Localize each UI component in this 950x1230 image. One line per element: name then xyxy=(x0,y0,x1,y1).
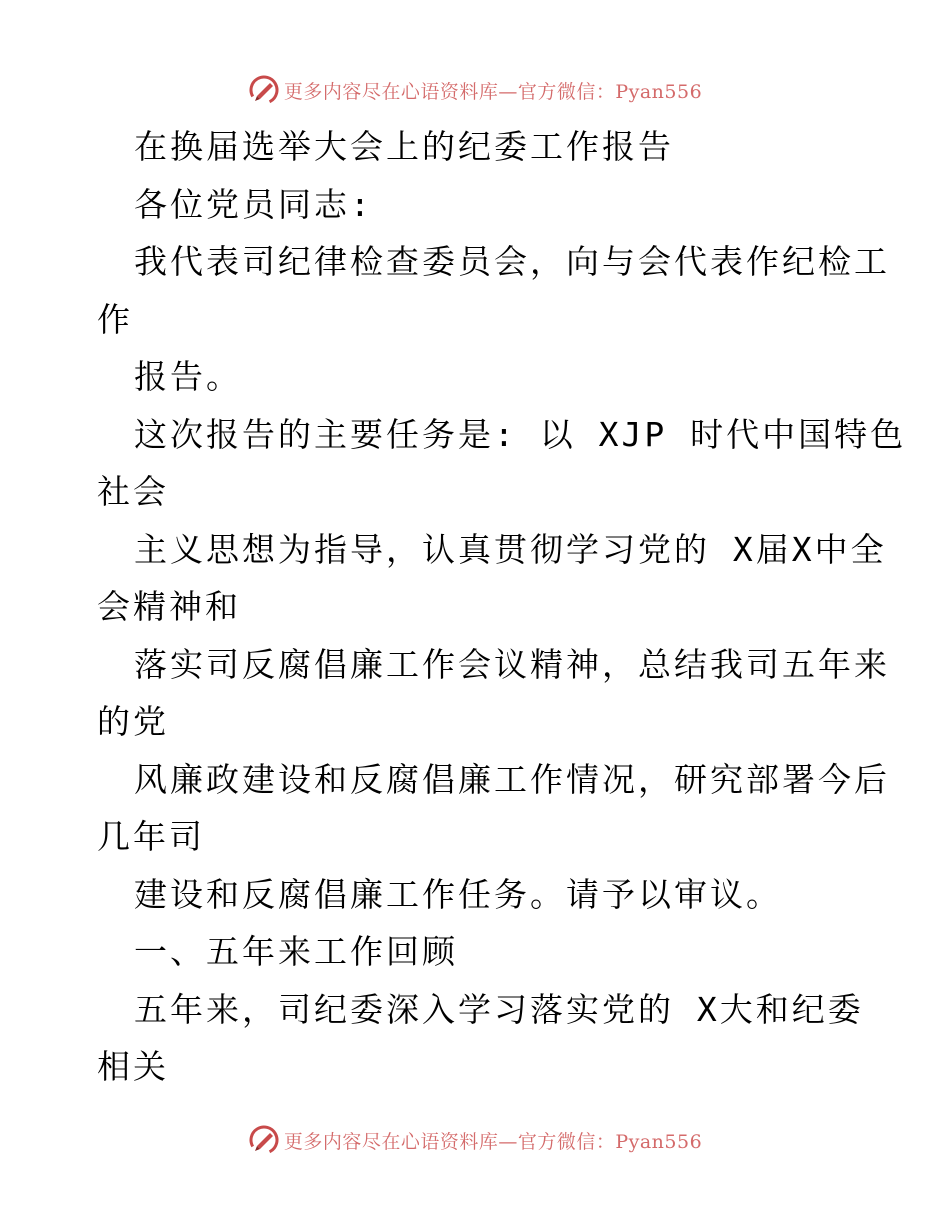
header-watermark-banner xyxy=(0,70,950,110)
document-line: 我代表司纪律检查委员会，向与会代表作纪检工 xyxy=(134,242,890,281)
document-line: 建设和反腐倡廉工作任务。请予以审议。 xyxy=(134,874,782,914)
document-line: 报告。 xyxy=(134,357,242,396)
document-line: 主义思想为指导，认真贯彻学习党的 X届X中全 xyxy=(134,529,887,569)
document-line: 几年司 xyxy=(97,817,205,856)
footer-watermark-text: 更多内容尽在心语资料库—官方微信：Pyan556 xyxy=(283,1130,703,1153)
document-body xyxy=(0,118,950,1096)
document-line: 会精神和 xyxy=(97,587,241,626)
document-line: 作 xyxy=(97,299,133,339)
document-line: 的党 xyxy=(97,702,169,741)
footer-watermark-banner xyxy=(0,1120,950,1160)
document-line: 在换届选举大会上的纪委工作报告 xyxy=(134,127,674,166)
document-line: 风廉政建设和反腐倡廉工作情况，研究部署今后 xyxy=(134,759,890,799)
document-line: 一、五年来工作回顾 xyxy=(134,932,458,971)
document-line: 相关 xyxy=(97,1047,169,1086)
document-line: 落实司反腐倡廉工作会议精神，总结我司五年来 xyxy=(134,644,890,684)
document-line: 这次报告的主要任务是: 以 XJP 时代中国特色 xyxy=(134,414,907,454)
document-line: 各位党员同志: xyxy=(134,184,373,224)
document-line: 社会 xyxy=(97,472,169,511)
pen-logo-icon xyxy=(248,1124,280,1156)
pen-logo-icon xyxy=(248,74,280,106)
header-watermark-text: 更多内容尽在心语资料库—官方微信：Pyan556 xyxy=(283,80,703,103)
document-line: 五年来，司纪委深入学习落实党的 X大和纪委 xyxy=(134,989,864,1029)
